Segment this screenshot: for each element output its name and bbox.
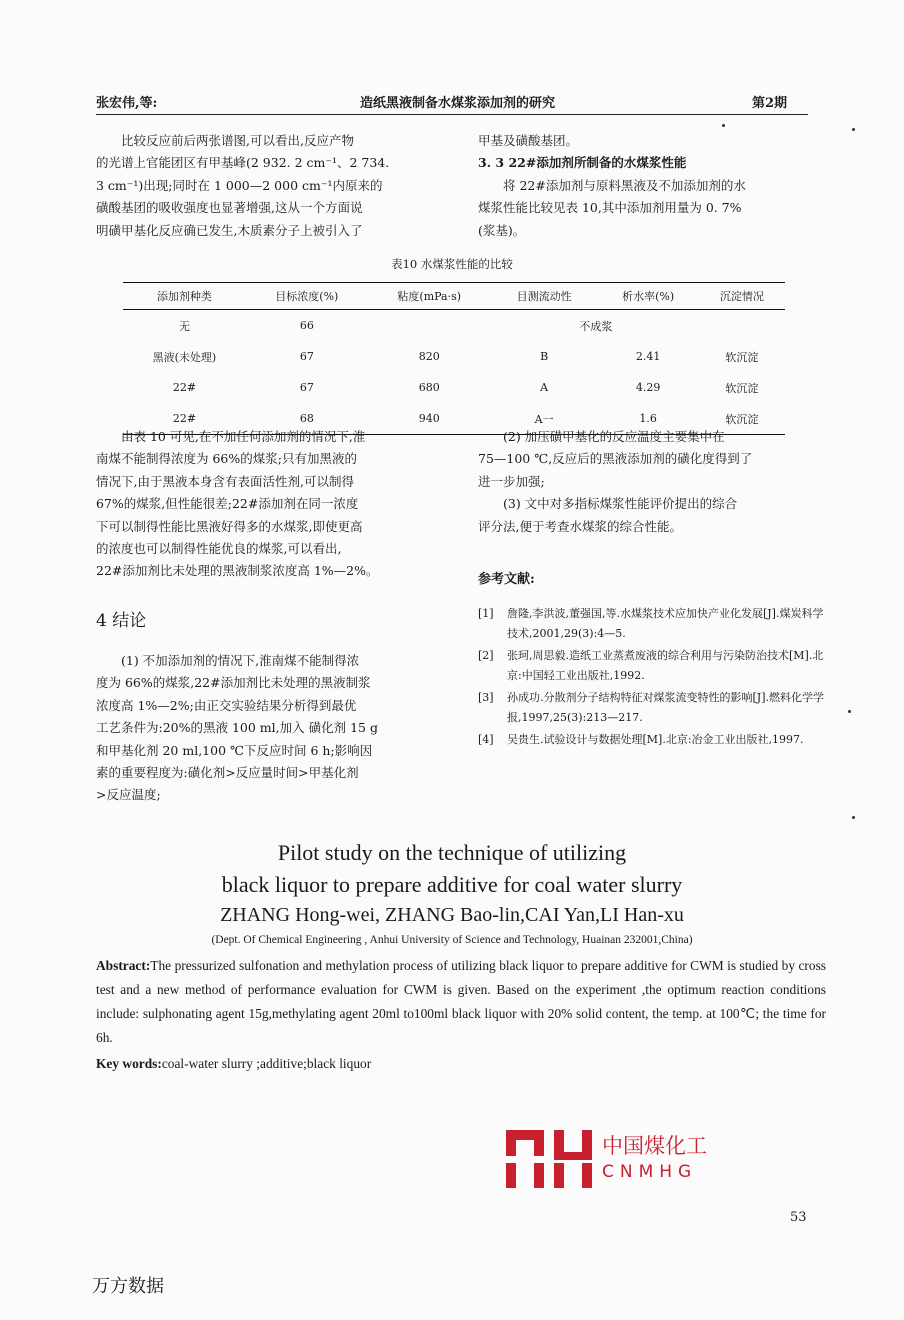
keywords-label: Key words: bbox=[96, 1056, 162, 1071]
table-cell: 68 bbox=[246, 403, 368, 435]
table-cell: 940 bbox=[368, 403, 491, 435]
english-title-line-1: Pilot study on the technique of utilizing bbox=[277, 840, 627, 865]
text-line: 明磺甲基化反应确已发生,木质素分子上被引入了 bbox=[96, 222, 363, 238]
table-cell: 4.29 bbox=[635, 381, 661, 394]
references-heading: 参考文献: bbox=[478, 572, 535, 587]
table-cell: 软沉淀 bbox=[725, 381, 759, 395]
text-line: 度为 66%的煤浆,22#添加剂比未处理的黑液制浆 bbox=[96, 675, 371, 691]
table-header-row bbox=[123, 283, 785, 310]
table-cell: 2.41 bbox=[635, 350, 661, 363]
table-cell: B bbox=[540, 350, 549, 363]
text-line: 67%的煤浆,但性能很差;22#添加剂在同一浓度 bbox=[96, 496, 359, 512]
reference-item bbox=[478, 604, 826, 643]
text-line: 下可以制得性能比黑液好得多的水煤浆,即使更高 bbox=[96, 518, 363, 534]
section-3-3-heading: 3. 3 22#添加剂所制备的水煤浆性能 bbox=[478, 155, 687, 171]
running-head-authors: 张宏伟,等: bbox=[96, 96, 158, 111]
reference-text: 孙成功.分散剂分子结构特征对煤浆流变特性的影响[J].燃料化学学报,1997,25(3):213—217. bbox=[507, 691, 824, 724]
table-cell: 软沉淀 bbox=[725, 350, 759, 364]
text-line: 比较反应前后两张谱图,可以看出,反应产物 bbox=[121, 133, 354, 148]
table-cell: 软沉淀 bbox=[699, 403, 785, 435]
text-line: 和甲基化剂 20 ml,100 ℃下反应时间 6 h;影响因 bbox=[96, 742, 373, 758]
english-title-line-2: black liquor to prepare additive for coal water slurry bbox=[221, 872, 683, 897]
table-cell: 820 bbox=[418, 350, 440, 363]
scan-speck bbox=[852, 816, 855, 819]
text-line: 由表 10 可见,在不加任何添加剂的情况下,淮 bbox=[121, 429, 366, 444]
table-cell: 22# bbox=[172, 381, 197, 394]
col-header: 粘度(mPa·s) bbox=[368, 283, 491, 310]
scan-speck bbox=[852, 128, 855, 131]
reference-text: 詹隆,李洪波,董强国,等.水煤浆技术应加快产业化发展[J].煤炭科学技术,2001,29(3):4—5. bbox=[507, 607, 824, 640]
right-column-middle bbox=[478, 426, 826, 538]
text-line: 将 22#添加剂与原料黑液及不加添加剂的水 bbox=[503, 177, 746, 193]
running-head-issue: 第2期 bbox=[752, 96, 788, 111]
text-line: 南煤不能制得浓度为 66%的煤浆;只有加黑液的 bbox=[96, 451, 357, 467]
table-cell: 680 bbox=[418, 381, 440, 394]
table-cell: A一 bbox=[491, 403, 598, 435]
english-keywords bbox=[96, 1056, 371, 1072]
text-line: 评分法,便于考查水煤浆的综合性能。 bbox=[478, 518, 682, 534]
table-cell: 67 bbox=[299, 350, 314, 363]
table-row bbox=[123, 310, 785, 342]
col-header: 目测流动性 bbox=[491, 283, 598, 310]
table-cell: A bbox=[540, 381, 549, 394]
english-abstract bbox=[96, 954, 826, 1050]
abstract-label: Abstract: bbox=[96, 958, 151, 973]
right-column-top bbox=[478, 130, 826, 242]
text-line: (1) 不加添加剂的情况下,淮南煤不能制得浓 bbox=[121, 653, 360, 668]
table-row bbox=[123, 341, 785, 372]
logo-english-text: CNMHG bbox=[602, 1162, 698, 1182]
reference-number: [2] bbox=[478, 649, 494, 662]
table-cell: 无 bbox=[178, 319, 190, 333]
reference-item bbox=[478, 646, 826, 685]
table-cell: 黑液(未处理) bbox=[152, 350, 217, 364]
text-line: >反应温度; bbox=[96, 787, 161, 803]
text-line: (浆基)。 bbox=[478, 222, 526, 238]
english-authors: ZHANG Hong-wei, ZHANG Bao-lin,CAI Yan,LI Han-xu bbox=[220, 904, 684, 926]
english-affiliation: (Dept. Of Chemical Engineering , Anhui University of Science and Technology, Huainan 232001,China) bbox=[211, 934, 693, 946]
text-line: 3 cm⁻¹)出现;同时在 1 000—2 000 cm⁻¹内原来的 bbox=[96, 177, 383, 193]
reference-number: [4] bbox=[478, 733, 494, 746]
table-caption: 表10 水煤浆性能的比较 bbox=[391, 257, 513, 271]
left-column-bottom bbox=[96, 650, 454, 807]
text-line: 浓度高 1%—2%;由正交实验结果分析得到最优 bbox=[96, 697, 357, 713]
table-cell-no-slurry: 不成浆 bbox=[579, 319, 613, 333]
reference-number: [1] bbox=[478, 607, 494, 620]
text-line: 工艺条件为:20%的黑液 100 ml,加入 磺化剂 15 g bbox=[96, 720, 378, 736]
col-header: 目标浓度(%) bbox=[246, 283, 368, 310]
scan-speck bbox=[722, 124, 725, 127]
scan-speck bbox=[848, 710, 851, 713]
references-list bbox=[478, 604, 826, 753]
col-header: 析水率(%) bbox=[598, 283, 699, 310]
reference-item bbox=[478, 688, 826, 727]
text-line: 进一步加强; bbox=[478, 473, 545, 489]
reference-item bbox=[478, 730, 826, 750]
text-line: 22#添加剂比未处理的黑液制浆浓度高 1%—2%。 bbox=[96, 563, 379, 579]
table-cell: 1.6 bbox=[598, 403, 699, 435]
header-rule bbox=[96, 114, 808, 115]
table-row bbox=[123, 372, 785, 403]
cnmhg-logo-mark-icon bbox=[502, 1128, 596, 1190]
left-column-middle bbox=[96, 426, 454, 583]
table-cell: 22# bbox=[123, 403, 246, 435]
text-line: 煤浆性能比较见表 10,其中添加剂用量为 0. 7% bbox=[478, 200, 742, 216]
left-column-top bbox=[96, 130, 454, 242]
section-4-heading: 4 结论 bbox=[96, 611, 147, 631]
wanfang-watermark: 万方数据 bbox=[92, 1276, 164, 1297]
text-line: 素的重要程度为:磺化剂>反应量时间>甲基化剂 bbox=[96, 765, 359, 781]
reference-number: [3] bbox=[478, 691, 494, 704]
running-head-title: 造纸黑液制备水煤浆添加剂的研究 bbox=[360, 96, 556, 111]
abstract-text: The pressurized sulfonation and methylation process of utilizing black liquor to prepare additive for CWM is studied by cross test and a new method of performance evaluation for CWM is given. Based on the experiment ,the optimum reaction conditions include: sulphonating agent 15g,methylating agent 20ml to100ml black liquor with 20% solid content, the temp. at 100℃; the time for 6h. bbox=[96, 958, 826, 1045]
col-header: 沉淀情况 bbox=[699, 283, 785, 310]
logo-chinese-text: 中国煤化工 bbox=[602, 1134, 707, 1158]
text-line: 情况下,由于黑液本身含有表面活性剂,可以制得 bbox=[96, 473, 354, 489]
reference-text: 吴贵生.试验设计与数据处理[M].北京:冶金工业出版社,1997. bbox=[507, 733, 804, 746]
table-10 bbox=[123, 282, 785, 435]
table-cell: 66 bbox=[299, 319, 314, 332]
reference-text: 张珂,周思毅.造纸工业蒸煮废液的综合利用与污染防治技术[M].北京:中国轻工业出版社,1992. bbox=[507, 649, 824, 682]
text-line: 甲基及磺酸基团。 bbox=[478, 133, 579, 148]
col-header: 添加剂种类 bbox=[123, 283, 246, 310]
text-line: 75—100 ℃,反应后的黑液添加剂的磺化度得到了 bbox=[478, 451, 753, 467]
text-line: (2) 加压磺甲基化的反应温度主要集中在 bbox=[503, 429, 725, 444]
text-line: 磺酸基团的吸收强度也显著增强,这从一个方面说 bbox=[96, 200, 363, 216]
table-cell: 67 bbox=[299, 381, 314, 394]
keywords-text: coal-water slurry ;additive;black liquor bbox=[161, 1056, 372, 1071]
text-line: 的光谱上官能团区有甲基峰(2 932. 2 cm⁻¹、2 734. bbox=[96, 155, 390, 171]
text-line: (3) 文中对多指标煤浆性能评价提出的综合 bbox=[503, 496, 738, 512]
text-line: 的浓度也可以制得性能优良的煤浆,可以看出, bbox=[96, 541, 342, 557]
page-number: 53 bbox=[790, 1210, 807, 1225]
